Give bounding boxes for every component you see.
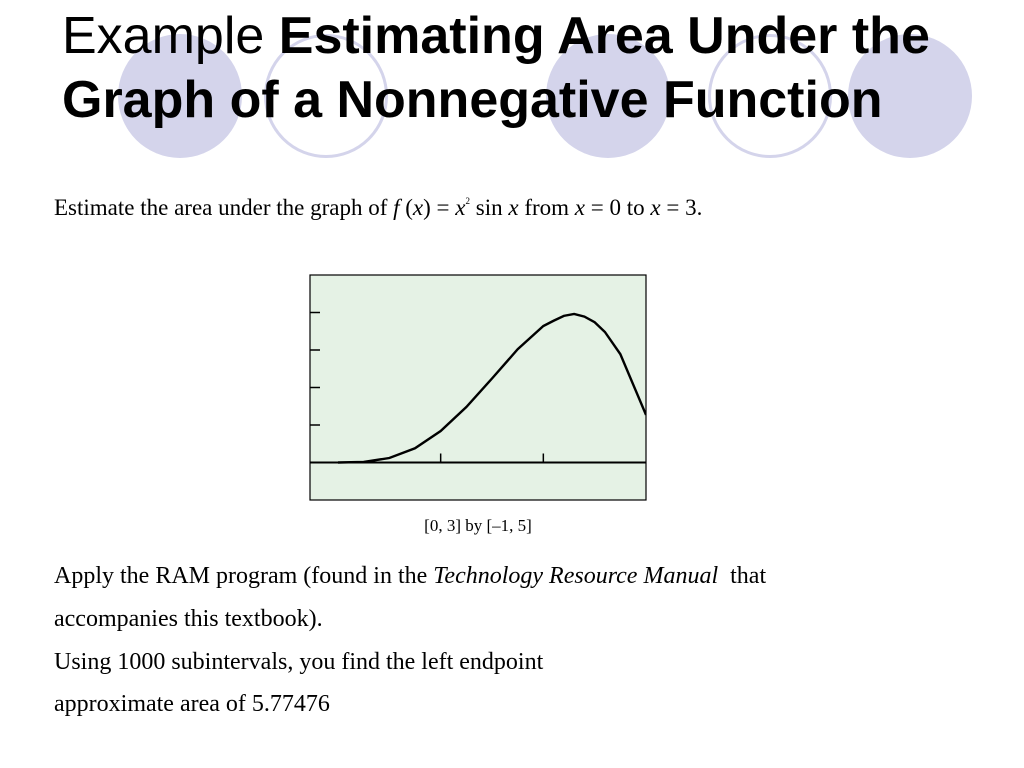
exponent: 2 [465,196,470,206]
problem-statement [54,195,702,221]
function-variable: x [412,195,424,220]
function-graph [300,268,660,508]
to-word: to [626,195,645,220]
plot-area [310,275,646,500]
prompt-lead: Estimate the area under the graph of [54,195,388,220]
subintervals-line: Using 1000 subintervals, you find the left endpoint [54,649,544,675]
upper-bound-variable: x [650,195,661,220]
ram-line-1-text: Apply the RAM program (found in the [54,563,428,589]
title-prefix: Example [62,7,265,65]
manual-title: Technology Resource Manual [433,563,719,589]
upper-bound: = 3. [666,195,703,220]
title-bold: Estimating Area Under the Graph of a Nonnegative Function [62,7,930,129]
function-name: f [393,195,400,220]
sin-word: sin [475,195,503,220]
lower-bound-variable: x [574,195,585,220]
approx-area-line: approximate area of 5.77476 [54,691,330,717]
window-range-label: [0, 3] by [–1, 5] [424,516,532,535]
ram-line-1-end: that [730,563,767,589]
sin-variable: x [508,195,519,220]
ram-line-1 [54,563,766,590]
lower-bound: = 0 [590,195,621,220]
from-word: from [524,195,570,220]
power-base: x [455,195,466,220]
slide-title [62,4,962,132]
ram-line-2: accompanies this textbook). [54,606,323,632]
paren-open: ( [405,195,413,220]
paren-close-equals: ) = [423,195,450,220]
